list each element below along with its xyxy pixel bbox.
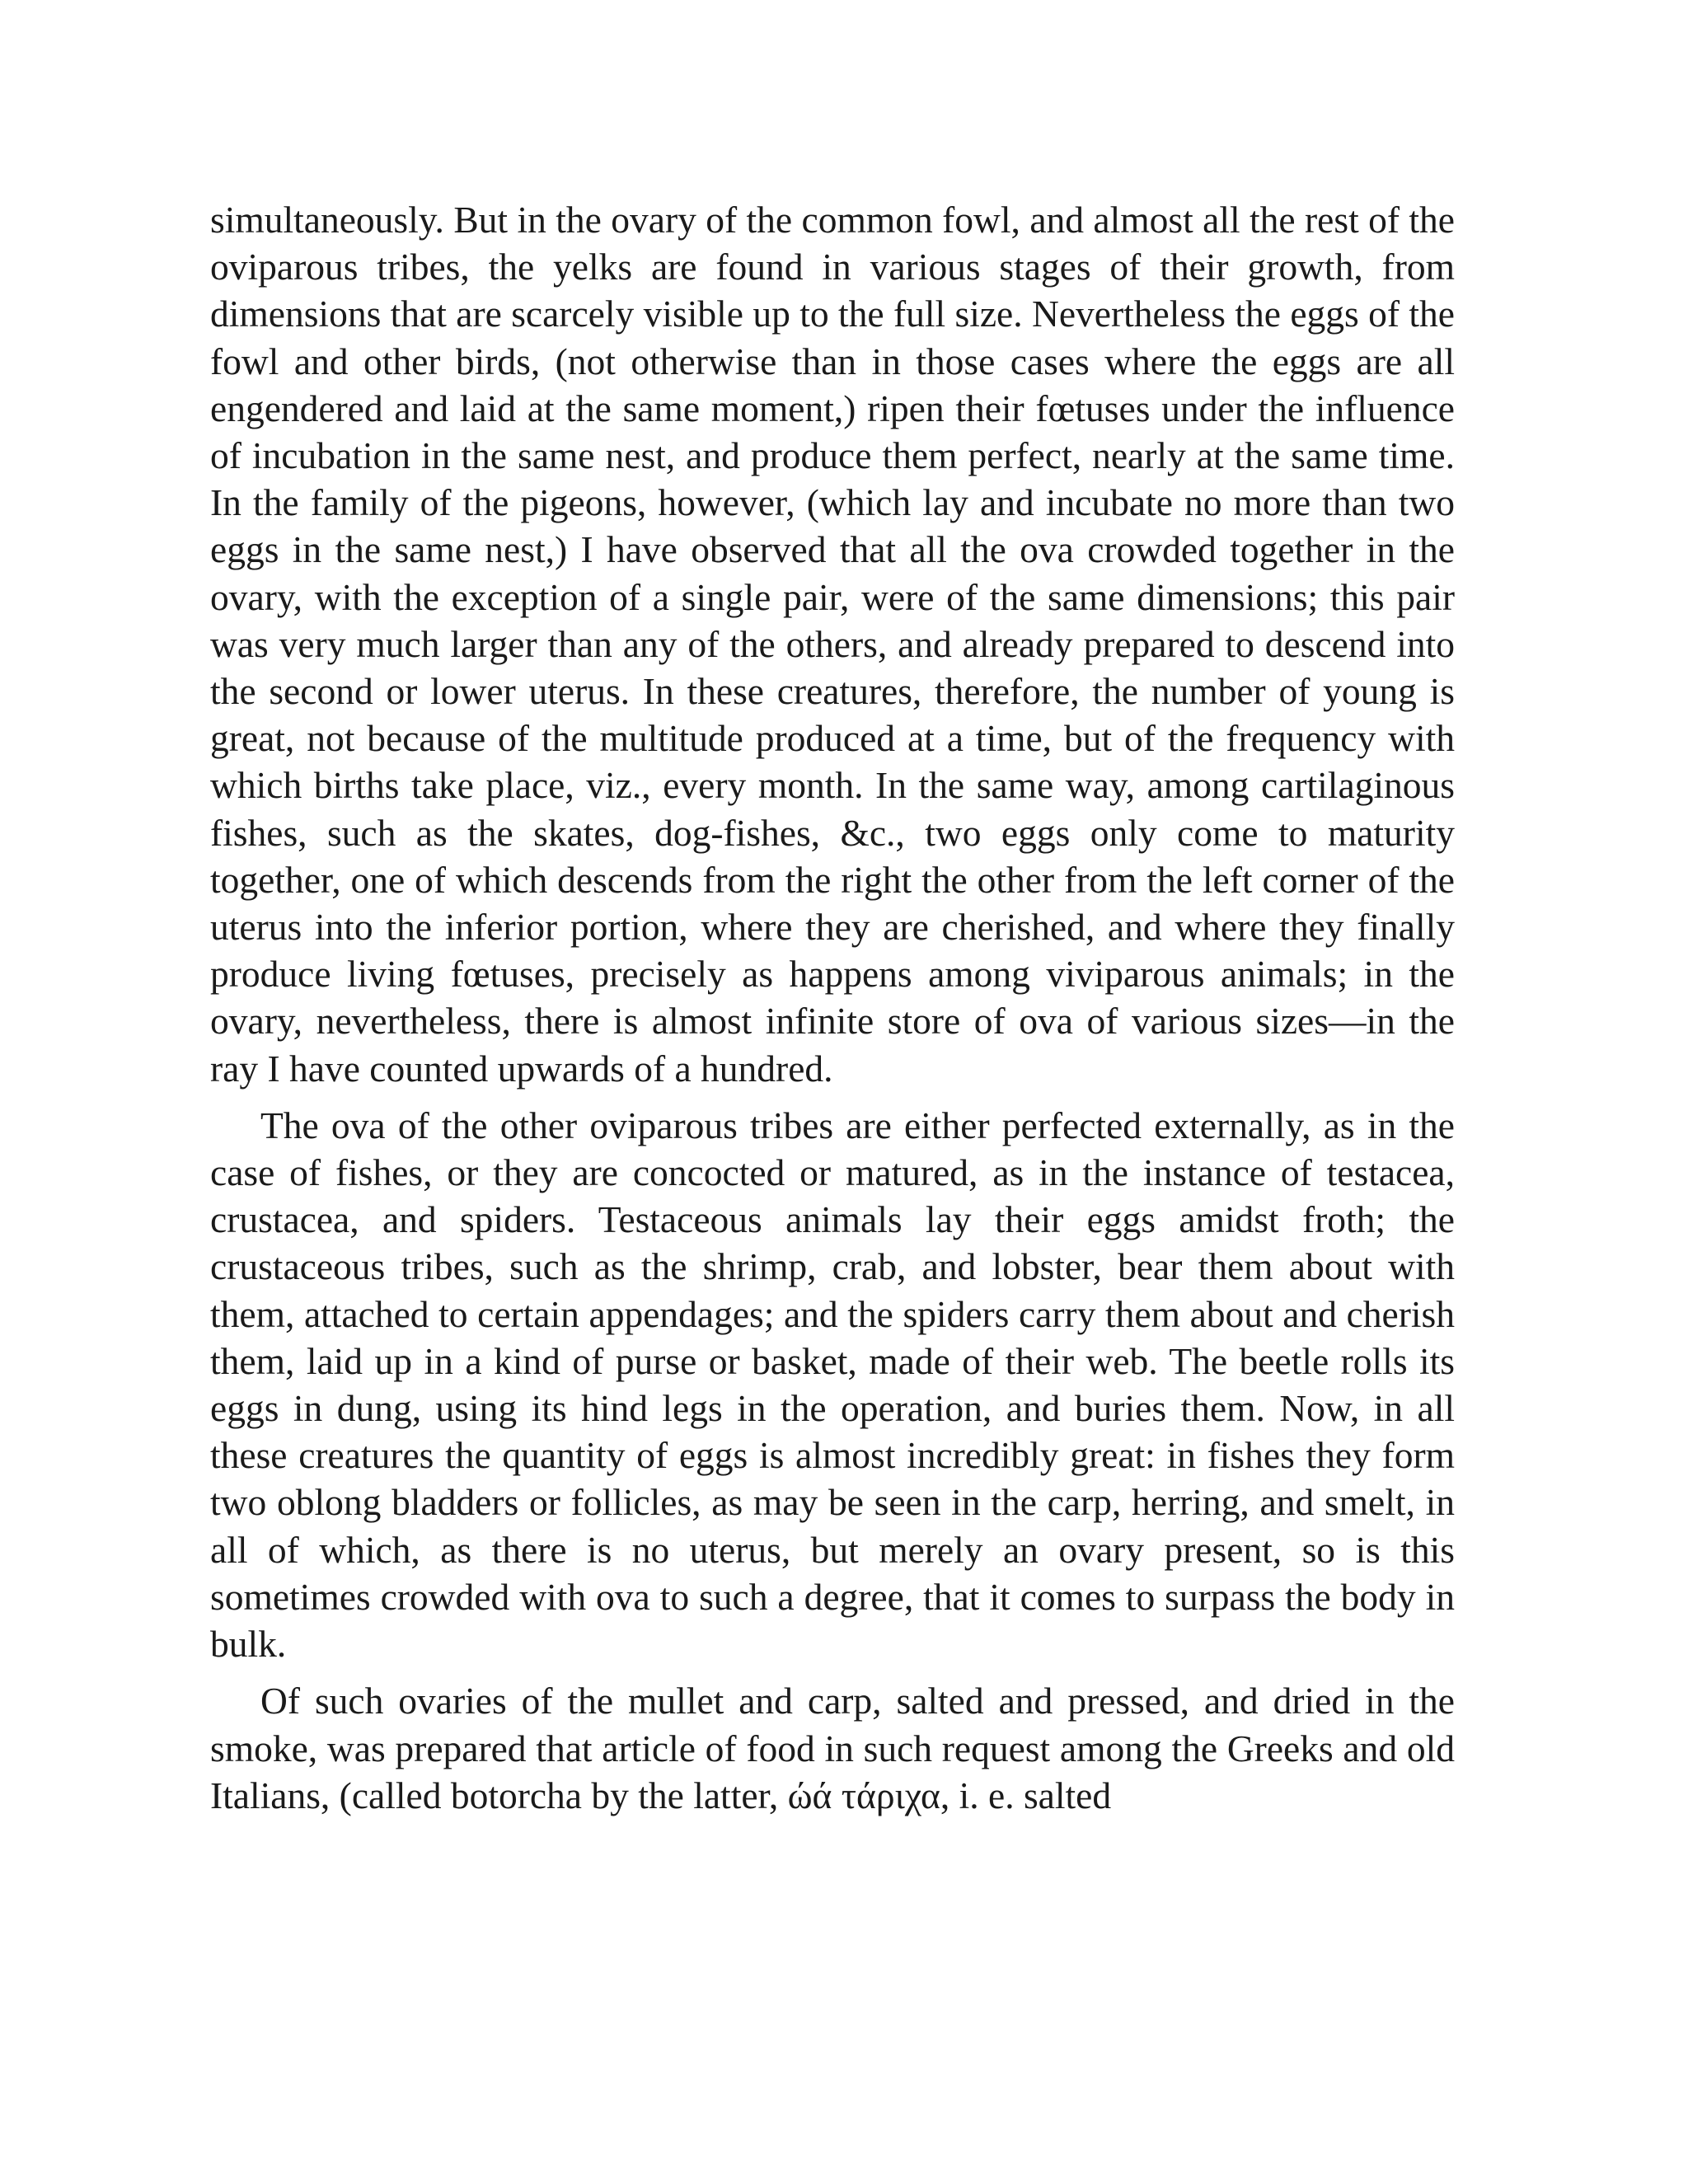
- document-page: [210, 196, 1455, 1819]
- paragraph-3: Of such ovaries of the mullet and carp, salted and pressed, and dried in the smoke, was prepared that article of food in such request among the Greeks and old Italians, (called botorcha by the latter, ώά τάριχα, i. e. salted: [210, 1680, 1455, 1816]
- paragraph-2: The ova of the other oviparous tribes are either perfected externally, as in the case of fishes, or they are concocted or matured, as in the instance of testacea, crustacea, and spiders. Testaceous animals lay their eggs amidst froth; the crustaceous tribes, such as the shrimp, crab, and lobster, bear them about with them, attached to certain appendages; and the spiders carry them about and cherish them, laid up in a kind of purse or basket, made of their web. The beetle rolls its eggs in dung, using its hind legs in the operation, and buries them. Now, in all these creatures the quantity of eggs is almost incredibly great: in fishes they form two oblong bladders or follicles, as may be seen in the carp, herring, and smelt, in all of which, as there is no uterus, but merely an ovary present, so is this sometimes crowded with ova to such a degree, that it comes to surpass the body in bulk.: [210, 1104, 1455, 1666]
- paragraph-1: simultaneously. But in the ovary of the common fowl, and almost all the rest of the oviparous tribes, the yelks are found in various stages of their growth, from dimensions that are scarcely visible up to the full size. Nevertheless the eggs of the fowl and other birds, (not otherwise than in those cases where the eggs are all engendered and laid at the same moment,) ripen their fœtuses under the influence of incubation in the same nest, and produce them perfect, nearly at the same time. In the family of the pigeons, however, (which lay and incubate no more than two eggs in the same nest,) I have observed that all the ova crowded together in the ovary, with the exception of a single pair, were of the same dimensions; this pair was very much larger than any of the others, and already prepared to descend into the second or lower uterus. In these creatures, therefore, the number of young is great, not because of the multitude produced at a time, but of the frequency with which births take place, viz., every month. In the same way, among cartilaginous fishes, such as the skates, dog-fishes, &c., two eggs only come to maturity together, one of which descends from the right the other from the left corner of the uterus into the inferior portion, where they are cherished, and where they finally produce living fœtuses, precisely as happens among viviparous animals; in the ovary, nevertheless, there is almost infinite store of ova of various sizes—in the ray I have counted upwards of a hundred.: [210, 199, 1455, 1090]
